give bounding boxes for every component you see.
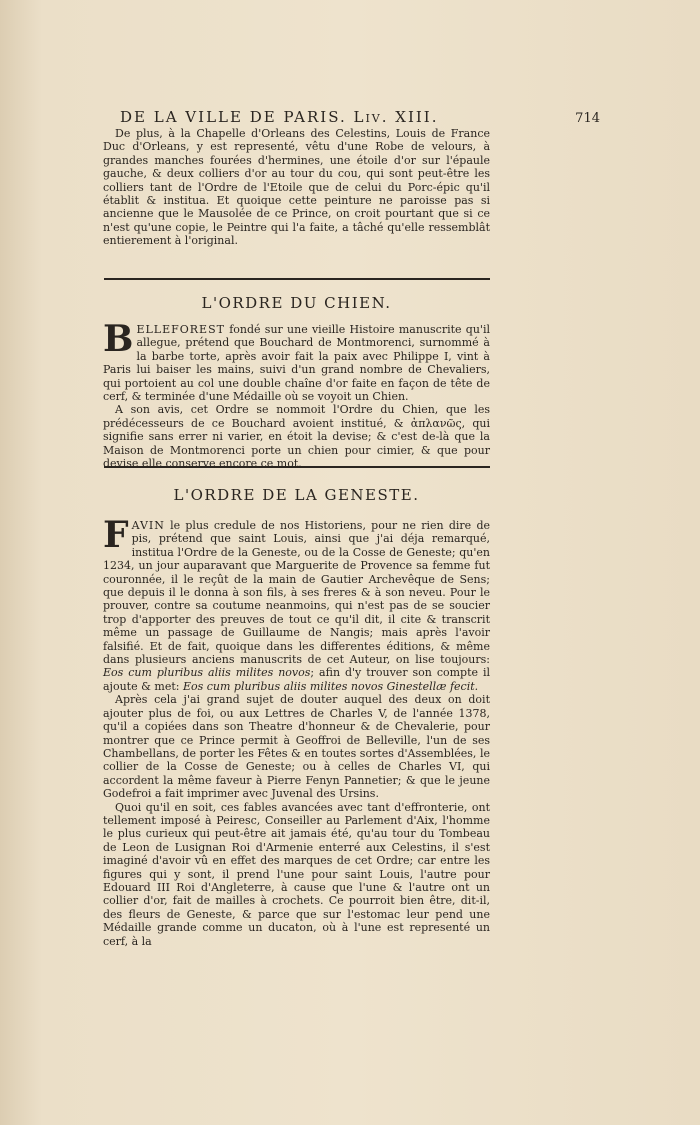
paragraph-text: ; afin d'y trouver son compte il ajoute & met: <box>103 666 490 693</box>
chien-paragraph-2: A son avis, cet Ordre se nommoit l'Ordre du Chien, que les prédécesseurs de ce Bouchard avoient institué, & ἀπλανῶς, qui signifie sans errer ni varier, en étoit la devise; & c'est de-là que la Maison de Montmorenci porte un chien pour cimier, & que pour devise elle conserve encore ce mot. <box>103 403 490 471</box>
latin-quote: Eos cum pluribus aliis milites novos <box>103 666 311 680</box>
geneste-paragraph-3: Quoi qu'il en soit, ces fables avancées avec tant d'effronterie, ont tellement imposé à Peiresc, Conseiller au Parlement d'Aix, l'homme le plus curieux qui peut-être ait jamais été, qu'au tour du Tombeau de Leon de Lusignan Roi d'Armenie enterré aux Celestins, il s'est imaginé d'avoir vû en effet des marques de cet Ordre; car entre les figures qui y sont, il prend l'une pour saint Louis, l'autre pour Edouard III Roi d'Angleterre, à cause que l'une & l'autre ont un collier d'or, fait de mailles à crochets. Ce pourroit bien être, dit-il, des fleurs de Geneste, & parce que sur l'estomac leur pend une Médaille grande comme un ducaton, où à l'une est representé un cerf, à la <box>103 800 490 948</box>
chien-paragraph-1 <box>103 318 490 404</box>
geneste-paragraph-2: Après cela j'ai grand sujet de douter auquel des deux on doit ajouter plus de foi, ou aux Lettres de Charles V, de l'année 1378, qu'il a copiées dans son Theatre d'honneur & de Chevalerie, pour montrer que ce Prince permit à Geoffroi de Belleville, l'un de ses Chambellans, de porter les Fêtes & en toutes sortes d'Assemblées, le collier de la Cosse de Geneste; ou à celles de Charles VI, qui accordent la même faveur à Pierre Fenyn Pannetier; & que le jeune Godefroi a fait imprimer avec Juvenal des Ursins. <box>103 693 490 801</box>
running-head-title: DE LA VILLE DE PARIS. Liv. XIII. <box>120 108 439 126</box>
lead-word: ELLEFOREST <box>136 323 225 336</box>
running-head <box>120 108 600 126</box>
paragraph-text: le plus credule de nos Historiens, pour ne rien dire de pis, prétend que saint Louis, ainsi que j'ai déja remarqué, institua l'Ordre de la Geneste, ou de la Cosse de Geneste; qu'en 1234, un jour auparavant que Marguerite de Provence sa femme fut couronnée, il le reçût de la main de Gautier Archevêque de Sens; que depuis il le donna à son fils, à ses freres & à son neveu. Pour le prouver, contre sa coutume neanmoins, qui n'est pas de se soucier trop d'apporter des preuves de tout ce qu'il dit, il cite & transcrit même un passage de Guillaume de Nangis; mais après l'avoir falsifié. Et de fait, quoique dans les differentes éditions, & même dans plusieurs anciens manuscrits de cet Auteur, on lise toujours: <box>103 519 490 667</box>
section-divider <box>104 278 490 280</box>
paragraph-text: fondé sur une vieille Histoire manuscrite qu'il allegue, prétend que Bouchard de Montmorenci, surnommé à la barbe torte, après avoir fait la paix avec Philippe I, vint à Paris lui baiser les mains, suivi d'un grand nombre de Chevaliers, qui portoient au col une double chaîne d'or faite en façon de tête de cerf, & terminée d'une Médaille où se voyoit un Chien. <box>103 323 490 404</box>
section-heading-geneste: L'ORDRE DE LA GENESTE. <box>173 486 420 504</box>
page-number: 714 <box>575 111 600 126</box>
latin-quote: Eos cum pluribus aliis milites novos Ginestellæ fecit. <box>182 679 479 693</box>
section-divider <box>104 466 490 468</box>
geneste-section <box>103 514 490 948</box>
chien-section <box>103 318 490 471</box>
drop-cap: B <box>103 318 134 360</box>
intro-section <box>103 127 490 248</box>
lead-word: AVIN <box>131 519 165 532</box>
intro-paragraph: De plus, à la Chapelle d'Orleans des Celestins, Louis de France Duc d'Orleans, y est representé, vêtu d'une Robe de velours, à grandes manches fourées d'hermines, une étoile d'or sur l'épaule gauche, & deux colliers d'or au tour du cou, qui sont peut-être les colliers tant de l'Ordre de l'Etoile que de celui du Porc-épic qu'il établit & institua. Et quoique cette peinture ne paroisse pas si ancienne que le Mausolée de ce Prince, on croit pourtant que si ce n'est qu'une copie, le Peintre qui l'a faite, a tâché qu'elle ressemblât entierement à l'original. <box>103 127 490 248</box>
section-heading-chien: L'ORDRE DU CHIEN. <box>201 294 392 312</box>
geneste-paragraph-1 <box>103 514 490 693</box>
drop-cap: F <box>103 514 129 556</box>
